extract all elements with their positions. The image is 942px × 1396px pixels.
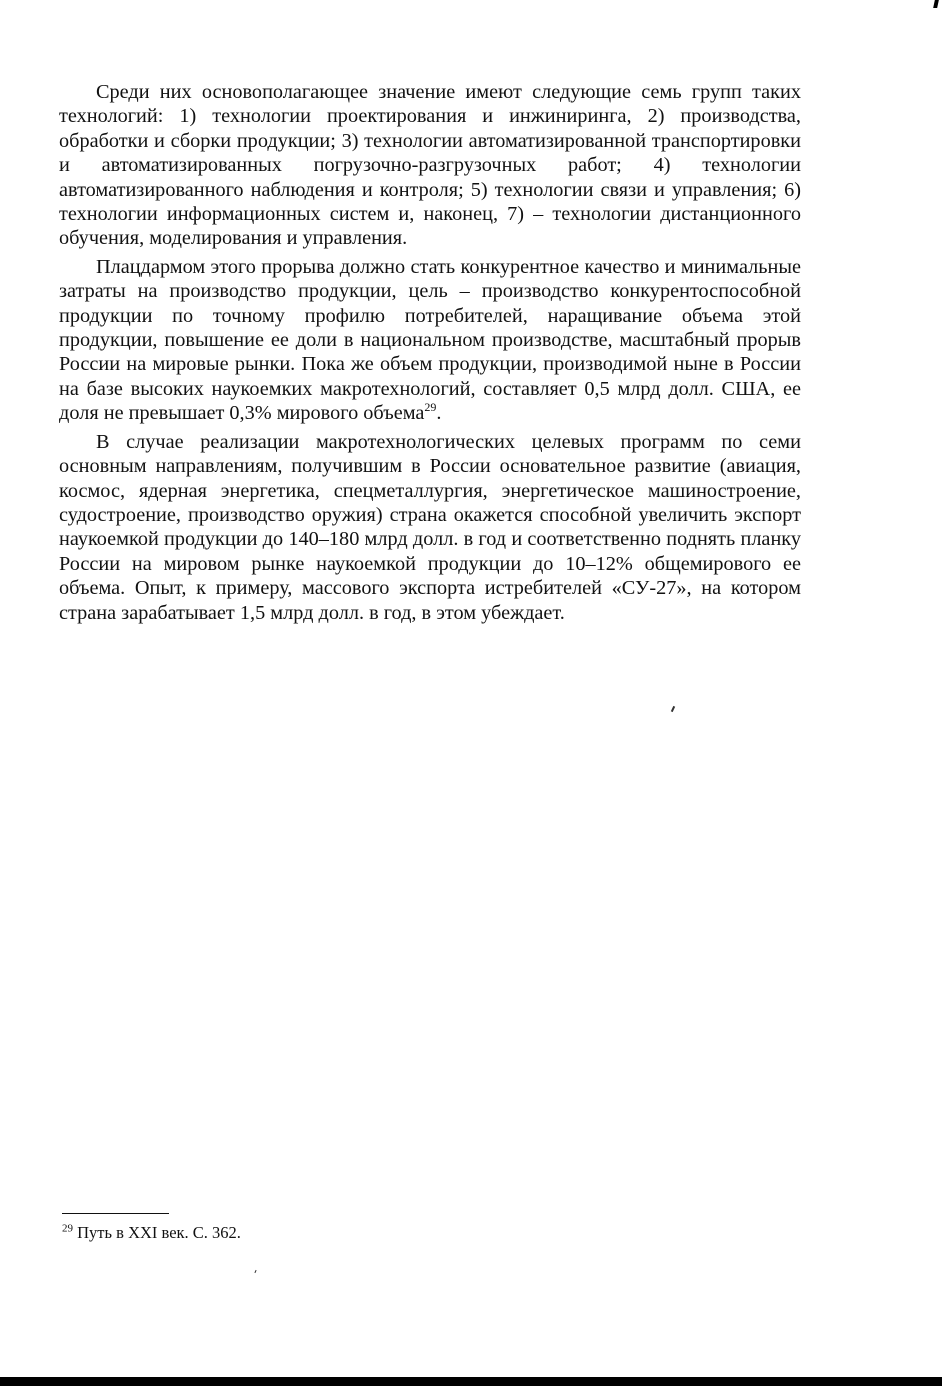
scan-corner-mark — [933, 0, 939, 8]
footnote-divider — [62, 1213, 169, 1214]
paragraph-2 — [59, 255, 801, 426]
scan-speck — [254, 1270, 256, 1273]
paragraph-2-text: Плацдармом этого прорыва должно стать конкурентное качество и минимальные затраты на производство продукции, цель – производство конкурентоспособной продукции по точному профилю потребителей, наращивание объема этой продукции, повышение ее доли в национальном производстве, масштабный прорыв России на мировые рынки. Пока же объем продукции, производимой ныне в России на базе высоких наукоемких макротехнологий, составляет 0,5 млрд долл. США, ее доля не превышает 0,3% мирового объема — [59, 255, 801, 425]
paragraph-2-end: . — [436, 402, 442, 425]
paragraph-3: В случае реализации макротехнологических целевых программ по семи основным направлениям, получившим в России основательное развитие (авиация, космос, ядерная энергетика, спецметаллургия, энергетическое машиностроение, судостроение, производство оружия) страна окажется способной увеличить экспорт наукоемкой продукции до 140–180 млрд долл. в год и соответственно поднять планку России на мировом рынке наукоемкой продукции до 10–12% общемирового ее объема. Опыт, к примеру, массового экспорта истребителей «СУ-27», на котором страна зарабатывает 1,5 млрд долл. в год, в этом убеждает. — [59, 430, 801, 624]
paragraph-1: Среди них основополагающее значение имеют следующие семь групп таких технологий: 1) технологии проектирования и инжиниринга, 2) производства, обработки и сборки продукции; 3) технологии автоматизированной транспортировки и автоматизированных погрузочно-разгрузочных работ; 4) технологии автоматизированного наблюдения и контроля; 5) технологии связи и управления; 6) технологии информационных систем и, наконец, 7) – технологии дистанционного обучения, моделирования и управления. — [59, 81, 801, 250]
footnote-reference[interactable]: 29 — [424, 400, 437, 415]
scan-bottom-edge — [0, 1377, 942, 1386]
footnote — [62, 1223, 241, 1243]
page-body — [59, 80, 801, 627]
footnote-number: 29 — [62, 1222, 73, 1235]
footnote-text: Путь в XXI век. С. 362. — [73, 1223, 241, 1242]
scan-speck — [671, 706, 675, 712]
